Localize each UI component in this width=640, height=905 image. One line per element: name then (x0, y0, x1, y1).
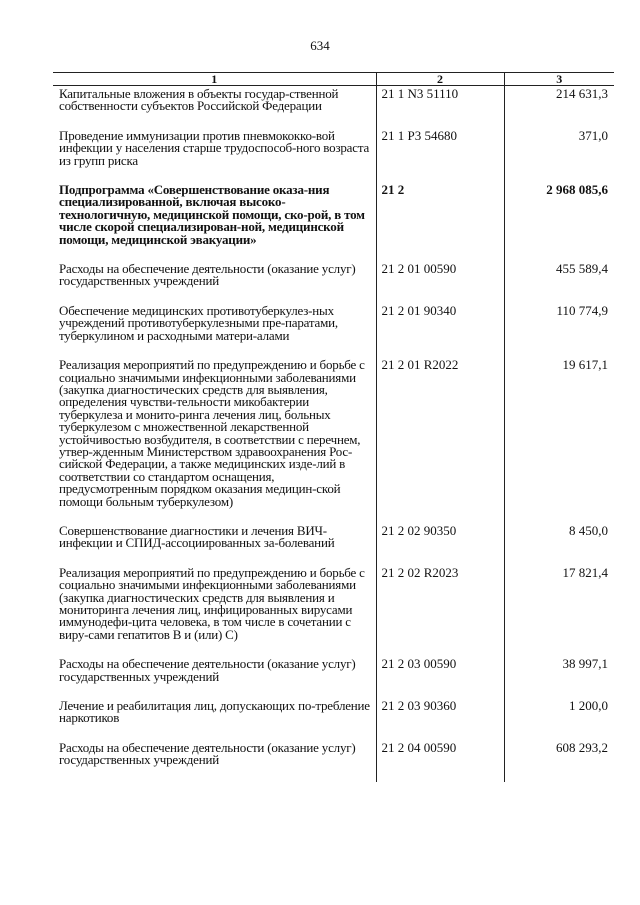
row-code: 21 2 01 R2022 (376, 357, 504, 523)
row-code: 21 2 02 90350 (376, 523, 504, 565)
table-row (53, 523, 614, 565)
row-code: 21 2 (376, 182, 504, 261)
table-row (53, 698, 614, 740)
row-amount: 1 200,0 (569, 698, 608, 714)
row-amount: 110 774,9 (556, 302, 608, 318)
row-amount: 2 968 085,6 (546, 182, 608, 198)
row-name: Капитальные вложения в объекты государ-ственной собственности субъектов Российской Федерации (53, 86, 376, 128)
column-header-code: 2 (376, 73, 504, 86)
table-row (53, 656, 614, 698)
row-name: Обеспечение медицинских противотуберкулез-ных учреждений противотуберкулезными пре-паратами, туберкулином и расходными матери-алами (53, 303, 376, 357)
row-amount: 8 450,0 (569, 522, 608, 538)
table-header-row (53, 73, 614, 86)
table-row (53, 740, 614, 782)
row-name: Подпрограмма «Совершенствование оказа-ния специализированной, включая высоко-технологичную, медицинской помощи, ско-рой, в том числе скорой специализирован-ной, медицинской помощи, медицинской эвакуации» (53, 182, 376, 261)
table-row (53, 86, 614, 128)
row-name: Реализация мероприятий по предупреждению и борьбе с социально значимыми инфекционными заболеваниями (закупка диагностических средств для выявления и мониторинга лечения лиц, инфицированных вирусами иммунодефи-цита человека, в том числе в сочетании с виру-сами гепатитов В и (или) С) (53, 565, 376, 656)
row-amount: 214 631,3 (556, 86, 608, 101)
row-code: 21 2 02 R2023 (376, 565, 504, 656)
table-row (53, 565, 614, 656)
table-row (53, 128, 614, 182)
table-body (53, 86, 614, 782)
row-name: Реализация мероприятий по предупреждению и борьбе с социально значимыми инфекционными заболеваниями (закупка диагностических средств для выявления, определения чувстви-тельности микобактерии туберкулеза и монито-ринга лечения лиц, больных туберкулезом с множественной лекарственной устойчивостью возбудителя, в соответствии с перечнем, утвер-жденным Министерством здравоохранения Рос-сийской Федерации, а также медицинских изде-лий в соответствии со стандартом оснащения, предусмотренным порядком оказания медицин-ской помощи больным туберкулезом) (53, 357, 376, 523)
row-amount: 608 293,2 (556, 739, 608, 755)
row-code: 21 2 01 00590 (376, 261, 504, 303)
table-row (53, 182, 614, 261)
table-row (53, 261, 614, 303)
table-row (53, 357, 614, 523)
row-amount: 38 997,1 (562, 656, 608, 672)
row-code: 21 1 N3 51110 (376, 86, 504, 128)
row-code: 21 2 03 90360 (376, 698, 504, 740)
row-code: 21 2 03 00590 (376, 656, 504, 698)
row-name: Проведение иммунизации против пневмококко-вой инфекции у населения старше трудоспособ-ного возраста из групп риска (53, 128, 376, 182)
row-amount: 19 617,1 (562, 357, 608, 373)
row-code: 21 1 P3 54680 (376, 128, 504, 182)
budget-table (53, 72, 614, 782)
row-name: Расходы на обеспечение деятельности (оказание услуг) государственных учреждений (53, 656, 376, 698)
column-header-amount: 3 (504, 73, 614, 86)
table-row (53, 303, 614, 357)
row-name: Лечение и реабилитация лиц, допускающих по-требление наркотиков (53, 698, 376, 740)
row-amount: 371,0 (578, 127, 608, 143)
column-header-name: 1 (53, 73, 376, 86)
row-name: Совершенствование диагностики и лечения ВИЧ-инфекции и СПИД-ассоциированных за-болеваний (53, 523, 376, 565)
row-name: Расходы на обеспечение деятельности (оказание услуг) государственных учреждений (53, 261, 376, 303)
row-name: Расходы на обеспечение деятельности (оказание услуг) государственных учреждений (53, 740, 376, 782)
row-amount: 455 589,4 (556, 261, 608, 277)
row-amount: 17 821,4 (562, 564, 608, 580)
row-code: 21 2 04 00590 (376, 740, 504, 782)
row-code: 21 2 01 90340 (376, 303, 504, 357)
page-number: 634 (310, 38, 330, 53)
